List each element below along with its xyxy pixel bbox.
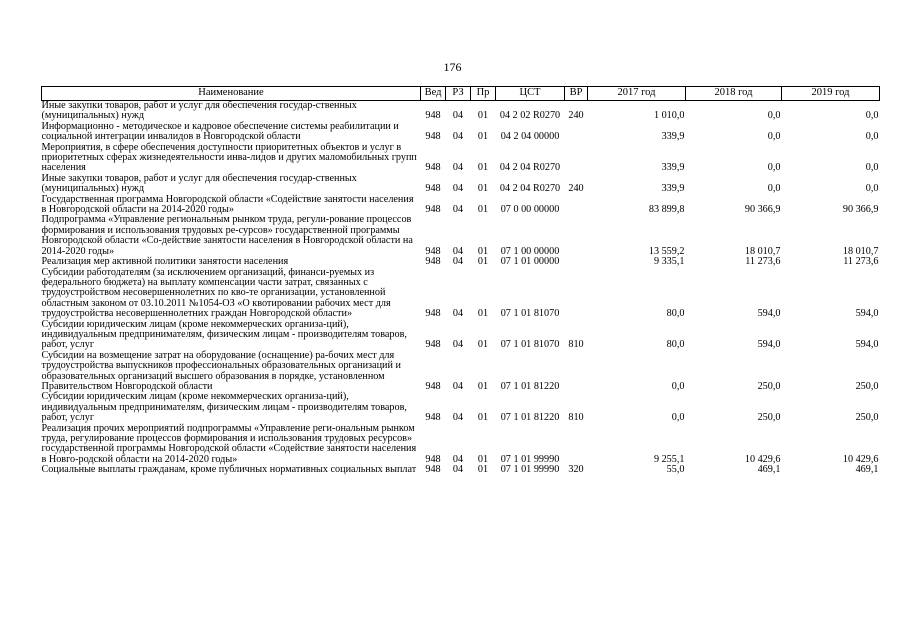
cell-vr [565,122,588,143]
cell-vr [565,268,588,320]
cell-vr [565,143,588,174]
cell-2017: 80,0 [666,339,685,351]
table-row [42,320,880,351]
cell-2018: 18 010,7 [744,245,781,257]
cell-pr: 01 [477,131,489,143]
table-row [42,268,880,320]
cell-pr: 01 [477,339,489,351]
cell-ved: 948 [425,110,441,122]
cell-rz: 04 [452,308,464,320]
cell-vr: 320 [568,464,584,476]
cell-pr: 01 [477,183,489,195]
cell-cst: 07 1 01 81220 [500,380,560,392]
cell-name: Государственная программа Новгородской области «Содействие занятости населения в Новгородской области на 2014-2020 годы» [41,193,414,216]
cell-rz: 04 [452,380,464,392]
table-row [42,174,880,195]
cell-cst: 07 1 01 99990 [500,464,560,476]
header-rz: РЗ [446,87,471,101]
cell-ved: 948 [425,204,441,216]
cell-2017: 339,9 [661,131,685,143]
cell-pr: 01 [477,453,489,465]
table-row [42,392,880,423]
cell-ved: 948 [425,380,441,392]
cell-2018: 0,0 [767,183,781,195]
cell-2019: 90 366,9 [842,204,879,216]
cell-2018: 469,1 [757,464,781,476]
table-row [42,101,880,122]
cell-name: Субсидии на возмещение затрат на оборудование (оснащение) ра-бочих мест для трудоустройства выпускников профессиональных образовательных организаций и образовательных организаций высшего образования в порядке, установленном Правительством Новгородской области [41,349,401,392]
cell-ved: 948 [425,308,441,320]
header-ved: Вед [421,87,446,101]
header-2018: 2018 год [686,87,782,101]
cell-2019: 0,0 [865,162,879,174]
cell-name: Субсидии юридическим лицам (кроме некоммерческих организа-ций), индивидуальным предпринимателям, физическим лицам - производителям товаров, работ, услуг [41,391,407,424]
header-cst: ЦСТ [496,87,565,101]
cell-2019: 0,0 [865,131,879,143]
cell-pr: 01 [477,256,489,268]
cell-2019: 469,1 [855,464,879,476]
cell-2018: 250,0 [757,380,781,392]
cell-rz: 04 [452,412,464,424]
cell-name: Иные закупки товаров, работ и услуг для обеспечения государ-ственных (муниципальных) нужд [41,172,357,195]
cell-rz: 04 [452,453,464,465]
cell-rz: 04 [452,131,464,143]
cell-ved: 948 [425,162,441,174]
cell-ved: 948 [425,453,441,465]
cell-2019: 594,0 [855,339,879,351]
cell-vr [565,215,588,257]
cell-vr [565,351,588,393]
cell-name: Реализация мер активной политики занятости населения [41,256,289,268]
cell-cst: 04 2 04 R0270 [499,183,561,195]
cell-cst: 07 1 01 00000 [500,256,560,268]
cell-name: Реализация прочих мероприятий подпрограммы «Управление реги-ональным рынком труда, регулирование процессов формирования и использования трудовых ресурсов» государственной программы Новгородской области «Содействие занятости населения в Новго-родской области на 2014-2020 годы» [41,422,417,465]
budget-table [41,86,880,476]
cell-pr: 01 [477,380,489,392]
cell-2017: 83 899,8 [648,204,685,216]
table-row [42,215,880,257]
cell-pr: 01 [477,110,489,122]
table-row [42,424,880,466]
cell-name: Субсидии работодателям (за исключением организаций, финанси-руемых из федерального бюджета) на выплату компенсации части затрат, связанных с трудоустройством несовершеннолетних по кво-те организации, установленной областным законом от 03.10.2011 №1054-ОЗ «О квотировании рабочих мест для трудоустройства несовершеннолетних граждан Новгородской области» [41,266,391,320]
cell-cst: 07 1 01 99990 [500,453,560,465]
cell-ved: 948 [425,339,441,351]
cell-2017: 9 335,1 [653,256,685,268]
cell-2018: 0,0 [767,110,781,122]
table-row [42,122,880,143]
cell-vr: 240 [568,183,584,195]
cell-2018: 594,0 [757,308,781,320]
cell-vr [565,257,588,267]
cell-2017: 1 010,0 [653,110,685,122]
cell-2019: 594,0 [855,308,879,320]
cell-ved: 948 [425,412,441,424]
cell-ved: 948 [425,131,441,143]
cell-2018: 0,0 [767,162,781,174]
cell-2019: 11 273,6 [843,256,879,268]
cell-pr: 01 [477,464,489,476]
cell-cst: 07 1 01 81220 [500,412,560,424]
cell-cst: 07 1 01 81070 [500,339,560,351]
cell-2019: 18 010,7 [842,245,879,257]
cell-2017: 9 255,1 [653,453,685,465]
table-row [42,465,880,475]
table-row [42,195,880,216]
table-row [42,143,880,174]
cell-2019: 250,0 [855,412,879,424]
cell-rz: 04 [452,204,464,216]
cell-2019: 250,0 [855,380,879,392]
page-number: 176 [443,60,462,74]
cell-2018: 90 366,9 [744,204,781,216]
cell-vr [565,424,588,466]
cell-rz: 04 [452,110,464,122]
cell-pr: 01 [477,204,489,216]
cell-name: Социальные выплаты гражданам, кроме публичных нормативных социальных выплат [41,464,417,476]
header-2017: 2017 год [588,87,686,101]
cell-pr: 01 [477,162,489,174]
cell-2018: 594,0 [757,339,781,351]
cell-vr: 240 [568,110,584,122]
cell-2018: 11 273,6 [745,256,781,268]
cell-pr: 01 [477,245,489,257]
cell-2018: 10 429,6 [744,453,781,465]
cell-2019: 10 429,6 [842,453,879,465]
cell-name: Иные закупки товаров, работ и услуг для обеспечения государ-ственных (муниципальных) нужд [41,100,357,122]
cell-name: Информационно - методическое и кадровое обеспечение системы реабилитации и социальной интеграции инвалидов в Новгородской области [41,120,399,143]
cell-rz: 04 [452,183,464,195]
cell-2018: 250,0 [757,412,781,424]
cell-2017: 0,0 [671,380,685,392]
cell-vr: 810 [568,339,584,351]
cell-name: Подпрограмма «Управление региональным рынком труда, регули-рование процессов формирования и использования трудовых ре-сурсов» государственной программы Новгородской области «Со-действие занятости населения в Новгородской области на 2014-2020 годы» [41,214,413,257]
cell-2017: 55,0 [666,464,685,476]
cell-2017: 339,9 [661,183,685,195]
cell-pr: 01 [477,412,489,424]
cell-2017: 13 559,2 [648,245,685,257]
cell-ved: 948 [425,256,441,268]
cell-rz: 04 [452,339,464,351]
cell-cst: 04 2 04 R0270 [499,162,561,174]
table-body [42,101,880,476]
cell-cst: 04 2 02 R0270 [499,110,561,122]
cell-cst: 04 2 04 00000 [500,131,560,143]
cell-rz: 04 [452,256,464,268]
cell-cst: 07 1 00 00000 [500,245,560,257]
cell-2017: 0,0 [671,412,685,424]
cell-2018: 0,0 [767,131,781,143]
cell-name: Субсидии юридическим лицам (кроме некоммерческих организа-ций), индивидуальным предпринимателям, физическим лицам - производителям товаров, работ, услуг [41,318,407,351]
cell-vr: 810 [568,412,584,424]
cell-vr [565,195,588,216]
table-row [42,257,880,267]
cell-name: Мероприятия, в сфере обеспечения доступности приоритетных объектов и услуг в приоритетных сферах жизнедеятельности инва-лидов и других маломобильных групп населения [41,141,417,174]
cell-pr: 01 [477,308,489,320]
cell-2017: 339,9 [661,162,685,174]
cell-2017: 80,0 [666,308,685,320]
cell-cst: 07 0 00 00000 [500,204,560,216]
cell-ved: 948 [425,183,441,195]
cell-rz: 04 [452,464,464,476]
cell-rz: 04 [452,162,464,174]
header-vr: ВР [565,87,588,101]
header-pr: Пр [471,87,496,101]
header-2019: 2019 год [782,87,880,101]
cell-ved: 948 [425,464,441,476]
cell-2019: 0,0 [865,183,879,195]
header-name: Наименование [42,87,421,101]
cell-ved: 948 [425,245,441,257]
table-header-row [42,87,880,101]
cell-2019: 0,0 [865,110,879,122]
table-row [42,351,880,393]
cell-rz: 04 [452,245,464,257]
cell-cst: 07 1 01 81070 [500,308,560,320]
